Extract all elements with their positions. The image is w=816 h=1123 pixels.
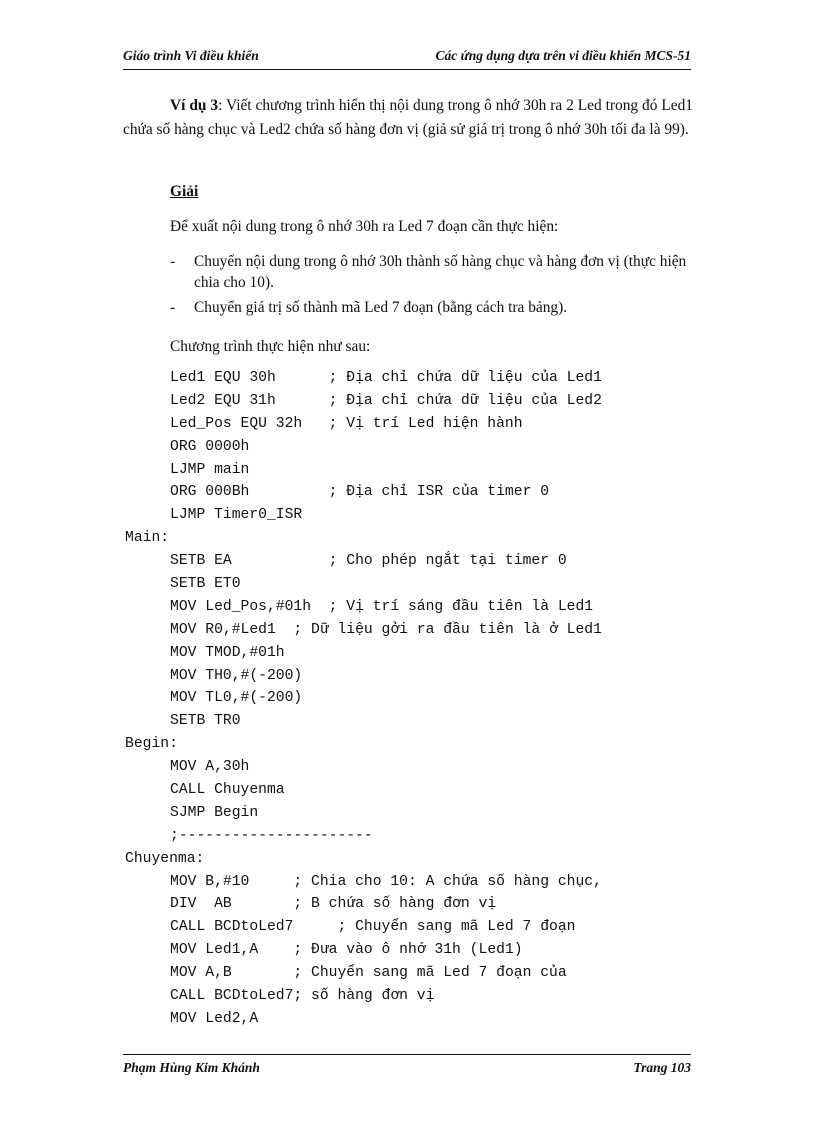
code-instruction: Begin: [125, 736, 178, 753]
code-listing [125, 367, 602, 1031]
step-item [170, 251, 692, 293]
code-comment: ; Địa chỉ chứa dữ liệu của Led2 [328, 392, 602, 409]
code-instruction: SETB EA [170, 553, 329, 570]
code-comment: ; Địa chỉ chứa dữ liệu của Led1 [328, 370, 602, 386]
code-line [125, 916, 602, 939]
code-comment: ; Chuyển sang mã Led 7 đoạn [337, 919, 576, 936]
code-line [125, 848, 602, 871]
code-comment: ; Đưa vào ô nhớ 31h (Led1) [293, 942, 523, 959]
code-comment: ; Chia cho 10: A chứa số hàng chục, [293, 873, 602, 890]
header-book-title: Giáo trình Vi điều khiển [123, 48, 259, 63]
solution-heading: Giải [170, 183, 199, 200]
code-comment: ; Dữ liệu gởi ra đầu tiên là ở Led1 [293, 621, 602, 638]
code-instruction: SJMP Begin [170, 804, 259, 821]
code-instruction: LJMP main [170, 461, 250, 478]
code-comment: ; số hàng đơn vị [293, 988, 435, 1005]
code-instruction: MOV B,#10 [170, 873, 294, 890]
example-statement [123, 94, 693, 142]
code-line [125, 733, 602, 756]
code-line [125, 802, 602, 825]
code-instruction: SETB TR0 [170, 713, 241, 730]
code-line [125, 871, 602, 894]
code-instruction: MOV TMOD,#01h [170, 644, 285, 661]
code-line [125, 550, 602, 573]
code-instruction: MOV Led1,A [170, 942, 294, 959]
code-line [125, 1008, 602, 1031]
code-instruction: SETB ET0 [170, 576, 241, 593]
code-instruction: LJMP Timer0_ISR [170, 507, 303, 524]
code-instruction: Led1 EQU 30h [170, 370, 329, 386]
code-instruction: MOV TL0,#(-200) [170, 690, 303, 707]
code-instruction: CALL BCDtoLed7 [170, 988, 294, 1005]
code-instruction: ORG 0000h [170, 438, 250, 455]
footer-page-number: Trang 103 [633, 1060, 691, 1075]
code-instruction: MOV Led_Pos,#01h [170, 598, 329, 615]
code-line [125, 687, 602, 710]
code-line [125, 573, 602, 596]
code-instruction: DIV AB [170, 896, 294, 913]
code-line [125, 779, 602, 802]
code-line [125, 619, 602, 642]
code-line [125, 436, 602, 459]
code-instruction: CALL BCDtoLed7 [170, 919, 338, 936]
code-line [125, 527, 602, 550]
step-text: Chuyển giá trị số thành mã Led 7 đoạn (bằng cách tra bảng). [194, 299, 568, 316]
code-line [125, 756, 602, 779]
steps-list [170, 251, 692, 318]
code-line [125, 710, 602, 733]
code-line [125, 459, 602, 482]
step-item [170, 297, 692, 318]
page-header [123, 48, 691, 68]
code-comment: ; Cho phép ngắt tại timer 0 [328, 553, 567, 570]
code-line [125, 596, 602, 619]
program-intro: Chương trình thực hiện như sau: [170, 338, 371, 355]
step-dash: - [170, 253, 176, 270]
code-instruction: Main: [125, 530, 170, 547]
code-line [125, 665, 602, 688]
code-comment: ; Chuyển sang mã Led 7 đoạn của [293, 965, 567, 982]
code-comment: ; B chứa số hàng đơn vị [293, 896, 497, 913]
code-instruction: MOV A,30h [170, 759, 250, 776]
footer-rule [123, 1054, 691, 1055]
header-chapter-title: Các ứng dụng dựa trên vi điều khiển MCS-51 [435, 48, 691, 63]
step-text: Chuyển nội dung trong ô nhớ 30h thành số hàng chục và hàng đơn vị (thực hiện chia cho 10). [194, 253, 687, 291]
code-line [125, 642, 602, 665]
code-line [125, 939, 602, 962]
code-line [125, 413, 602, 436]
code-line [125, 367, 602, 390]
code-line [125, 825, 602, 848]
code-instruction: MOV A,B [170, 965, 294, 982]
code-instruction: CALL Chuyenma [170, 782, 285, 799]
steps-intro: Để xuất nội dung trong ô nhớ 30h ra Led 7 đoạn cần thực hiện: [170, 218, 559, 235]
code-comment: ; Địa chỉ ISR của timer 0 [328, 484, 550, 501]
code-instruction: ;---------------------- [170, 827, 373, 844]
page-footer [123, 1060, 691, 1080]
code-instruction: Led2 EQU 31h [170, 392, 329, 409]
example-text: : Viết chương trình hiển thị nội dung trong ô nhớ 30h ra 2 Led trong đó Led1 chứa số hàng chục và Led2 chứa số hàng đơn vị (giả sử giá trị trong ô nhớ 30h tối đa là 99). [123, 97, 693, 138]
footer-author: Phạm Hùng Kim Khánh [123, 1060, 260, 1075]
header-rule [123, 69, 691, 70]
code-line [125, 481, 602, 504]
code-comment: ; Vị trí Led hiện hành [328, 415, 523, 432]
code-line [125, 893, 602, 916]
code-line [125, 390, 602, 413]
code-instruction: Chuyenma: [125, 850, 205, 867]
code-instruction: Led_Pos EQU 32h [170, 415, 329, 432]
code-line [125, 504, 602, 527]
code-instruction: MOV R0,#Led1 [170, 621, 294, 638]
code-instruction: ORG 000Bh [170, 484, 329, 501]
code-instruction: MOV TH0,#(-200) [170, 667, 303, 684]
step-dash: - [170, 299, 176, 316]
code-line [125, 962, 602, 985]
code-line [125, 985, 602, 1008]
example-label: Ví dụ 3 [170, 97, 219, 114]
code-comment: ; Vị trí sáng đầu tiên là Led1 [328, 598, 594, 615]
code-instruction: MOV Led2,A [170, 1010, 259, 1027]
